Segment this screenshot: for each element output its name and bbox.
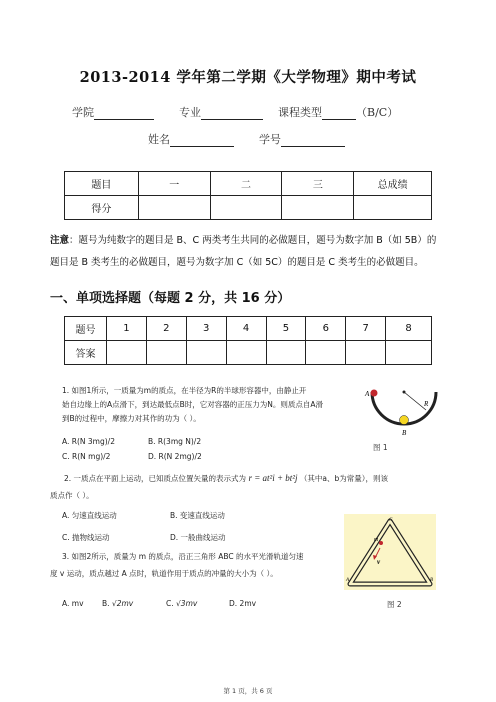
label-m: m (374, 537, 379, 543)
answer-cell[interactable] (306, 341, 346, 365)
instructions-note (50, 230, 440, 274)
label-r: R (424, 400, 429, 408)
q1-line: 1. 如图1所示，一质量为m的质点，在半径为R的半球形容器中，由静止开 (62, 386, 307, 395)
answer-header-cell: 题号 (65, 317, 107, 341)
section-1-title: 一、单项选择题（每题 2 分，共 16 分） (50, 291, 291, 306)
score-cell[interactable] (354, 196, 432, 220)
label-c: C (389, 518, 393, 523)
exam-title: 2013-2014 学年第二学期《大学物理》期中考试 (79, 69, 417, 86)
score-row-label: 得分 (65, 196, 139, 220)
header-fields-row-1 (72, 104, 432, 120)
q3-option-c[interactable] (166, 599, 197, 608)
q1-option-b[interactable]: B. R(3mg N)/2 (148, 437, 202, 446)
score-header-cell: 三 (282, 172, 354, 196)
answer-cell[interactable] (266, 341, 306, 365)
figure-1-hemisphere (362, 380, 452, 440)
answer-cell[interactable] (226, 341, 266, 365)
q3-option-c-letter: C. (166, 599, 174, 608)
answer-header-cell: 1 (106, 317, 146, 341)
student-id-label: 学号 (259, 133, 281, 146)
q2-option-d[interactable]: D. 一般曲线运动 (170, 533, 226, 542)
q3-option-b-value: √2mv (111, 599, 134, 608)
radius-line (404, 392, 426, 410)
name-label: 姓名 (148, 133, 170, 146)
answer-header-cell: 4 (226, 317, 266, 341)
header-fields-row-2 (148, 131, 388, 147)
major-label: 专业 (179, 106, 201, 119)
course-type-blank[interactable] (322, 119, 356, 120)
q2-option-a[interactable]: A. 匀速直线运动 (62, 511, 117, 520)
label-v: v (377, 558, 381, 566)
label-b: B (402, 429, 407, 437)
score-cell[interactable] (282, 196, 354, 220)
label-a: A (365, 390, 370, 398)
question-1 (62, 384, 362, 426)
answer-cell[interactable] (346, 341, 386, 365)
score-table-row (65, 196, 432, 220)
answer-cell[interactable] (106, 341, 146, 365)
score-cell[interactable] (138, 196, 210, 220)
answer-table-row (65, 341, 432, 365)
q3-option-c-value: √3mv (176, 599, 198, 608)
answer-header-cell: 2 (146, 317, 186, 341)
answer-table (64, 316, 432, 365)
q3-option-a[interactable]: A. mv (62, 599, 84, 608)
q2-option-c[interactable]: C. 抛物线运动 (62, 533, 110, 542)
particle-at-a (371, 390, 378, 397)
score-header-cell: 总成绩 (354, 172, 432, 196)
score-table-header-row (65, 172, 432, 196)
answer-header-cell: 8 (386, 317, 432, 341)
label-b: B (430, 578, 434, 583)
q1-line: 到B的过程中，摩擦力对其作的功为（ ）。 (62, 414, 201, 423)
answer-header-cell: 7 (346, 317, 386, 341)
answer-header-cell: 5 (266, 317, 306, 341)
answer-header-cell: 3 (186, 317, 226, 341)
q2-line-2: 质点作（ ）。 (50, 491, 94, 500)
q2-position-formula: r = at²i + bt²j (248, 473, 298, 483)
figure-2-triangle (344, 514, 436, 590)
figure-1-caption: 图 1 (373, 443, 388, 452)
course-type-label: 课程类型 (278, 106, 322, 119)
page-footer: 第 1 页，共 6 页 (223, 687, 273, 695)
student-id-blank[interactable] (281, 146, 345, 147)
particle-at-b (400, 416, 409, 425)
q1-option-a[interactable]: A. R(N 3mg)/2 (62, 437, 115, 446)
college-blank[interactable] (94, 119, 154, 120)
figure-2-caption: 图 2 (387, 600, 402, 609)
college-label: 学院 (72, 106, 94, 119)
particle-m (379, 541, 383, 545)
q3-option-b[interactable] (102, 599, 133, 608)
q2-text-post: （其中a、b为常量），则该 (299, 474, 388, 483)
answer-cell[interactable] (146, 341, 186, 365)
question-3 (62, 550, 352, 564)
answer-cell[interactable] (186, 341, 226, 365)
q2-option-b[interactable]: B. 变速直线运动 (170, 511, 225, 520)
score-header-cell: 一 (138, 172, 210, 196)
score-header-cell: 题目 (65, 172, 139, 196)
q1-option-c[interactable]: C. R(N mg)/2 (62, 452, 111, 461)
q2-text-pre: 2. 一质点在平面上运动，已知质点位置矢量的表示式为 (64, 474, 247, 483)
score-cell[interactable] (210, 196, 282, 220)
answer-header-cell: 6 (306, 317, 346, 341)
answer-row-label: 答案 (65, 341, 107, 365)
center-point (403, 391, 406, 394)
label-a: A (346, 578, 350, 583)
q1-option-d[interactable]: D. R(N 2mg)/2 (148, 452, 202, 461)
score-header-cell: 二 (210, 172, 282, 196)
score-table (64, 171, 432, 220)
q3-line-2: 度 v 运动，质点越过 A 点时，轨道作用于质点的冲量的大小为（ ）。 (50, 569, 278, 578)
q3-option-b-letter: B. (102, 599, 110, 608)
q3-line: 3. 如图2所示，质量为 m 的质点，沿正三角形 ABC 的水平光滑轨道匀速 (62, 552, 304, 561)
q1-line: 始自边缘上的A点滑下，到达最低点B时，它对容器的正压力为N。则质点自A滑 (62, 400, 324, 409)
answer-table-header-row (65, 317, 432, 341)
note-label: 注意 (50, 235, 70, 246)
q3-option-d[interactable]: D. 2mv (229, 599, 257, 608)
name-blank[interactable] (170, 146, 234, 147)
course-type-value: （B/C） (356, 106, 399, 119)
question-2 (64, 471, 444, 486)
note-text: ：题号为纯数字的题目是 B、C 两类考生共同的必做题目，题号为数字加 B（如 5B）的题目是 B 类考生的必做题目，题号为数字加 C（如 5C）的题目是 C 类考生的必做题目。 (50, 235, 437, 268)
major-blank[interactable] (201, 119, 263, 120)
answer-cell[interactable] (386, 341, 432, 365)
